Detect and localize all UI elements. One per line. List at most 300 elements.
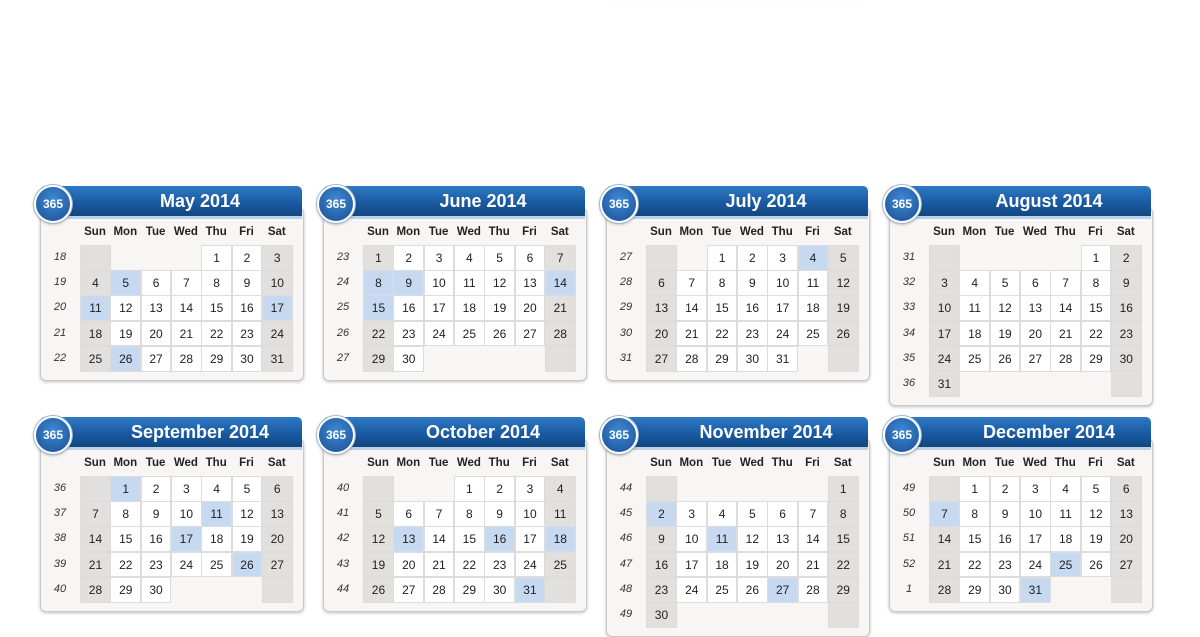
weekday-label: Thu [1054, 457, 1076, 469]
day-cell[interactable]: 6 [1111, 476, 1142, 502]
day-cell[interactable]: 7 [676, 270, 707, 296]
day-cell[interactable]: 19 [1081, 526, 1112, 552]
day-cell[interactable]: 2 [1111, 245, 1142, 271]
weekday-label: Fri [1088, 457, 1103, 469]
day-cell[interactable]: 20 [646, 321, 677, 347]
day-cell[interactable]: 27 [262, 552, 293, 578]
day-cell[interactable]: 28 [676, 346, 707, 372]
day-cell[interactable]: 1 [1081, 245, 1112, 271]
weekday-label: Fri [522, 457, 537, 469]
day-cell[interactable]: 11 [80, 295, 111, 321]
week-number: 19 [53, 276, 67, 289]
day-cell[interactable]: 29 [454, 577, 485, 603]
day-cell[interactable]: 11 [545, 501, 576, 527]
day-cell[interactable]: 18 [545, 526, 576, 552]
day-cell[interactable]: 23 [990, 552, 1021, 578]
week-number: 41 [336, 507, 350, 520]
weekday-label: Mon [113, 457, 138, 469]
day-cell[interactable]: 23 [141, 552, 172, 578]
day-cell[interactable]: 25 [545, 552, 576, 578]
day-cell[interactable]: 27 [1111, 552, 1142, 578]
weekday-label: Tue [428, 457, 449, 469]
day-cell[interactable]: 24 [424, 321, 455, 347]
weekday-label: Mon [396, 457, 421, 469]
day-cell[interactable]: 25 [201, 552, 232, 578]
day-cell[interactable]: 1 [707, 245, 738, 271]
day-cell[interactable]: 10 [515, 501, 546, 527]
day-cell[interactable]: 4 [798, 245, 829, 271]
day-cell[interactable]: 24 [676, 577, 707, 603]
day-cell[interactable]: 22 [1081, 321, 1112, 347]
day-cell[interactable]: 16 [232, 295, 263, 321]
day-cell[interactable]: 4 [80, 270, 111, 296]
day-cell[interactable]: 28 [171, 346, 202, 372]
day-cell[interactable]: 8 [707, 270, 738, 296]
day-cell[interactable]: 21 [676, 321, 707, 347]
day-cell[interactable]: 16 [646, 552, 677, 578]
day-cell[interactable]: 1 [828, 476, 859, 502]
day-cell[interactable]: 3 [767, 245, 798, 271]
day-cell[interactable]: 3 [1020, 476, 1051, 502]
day-cell[interactable]: 8 [201, 270, 232, 296]
day-cell[interactable]: 27 [1020, 346, 1051, 372]
day-cell[interactable]: 28 [80, 577, 111, 603]
day-cell[interactable]: 17 [929, 321, 960, 347]
month-header [889, 186, 1151, 219]
day-cell[interactable]: 21 [171, 321, 202, 347]
day-cell[interactable]: 17 [515, 526, 546, 552]
day-cell[interactable]: 9 [484, 501, 515, 527]
day-cell[interactable]: 7 [929, 501, 960, 527]
badge-365: 365 [317, 416, 355, 454]
day-cell[interactable]: 7 [424, 501, 455, 527]
day-cell[interactable]: 20 [515, 295, 546, 321]
week-number: 52 [902, 557, 916, 570]
day-cell[interactable]: 20 [1111, 526, 1142, 552]
day-cell[interactable]: 23 [393, 321, 424, 347]
day-cell[interactable]: 18 [201, 526, 232, 552]
day-cell[interactable]: 18 [454, 295, 485, 321]
week-number: 27 [336, 351, 350, 364]
day-cell[interactable]: 19 [990, 321, 1021, 347]
day-cell[interactable]: 29 [110, 577, 141, 603]
day-cell[interactable]: 31 [929, 371, 960, 397]
day-cell[interactable]: 26 [828, 321, 859, 347]
week-number: 27 [619, 251, 633, 263]
day-cell[interactable]: 23 [646, 577, 677, 603]
day-cell[interactable]: 16 [484, 526, 515, 552]
day-cell[interactable]: 7 [80, 501, 111, 527]
day-cell[interactable]: 3 [515, 476, 546, 502]
day-cell[interactable]: 21 [80, 552, 111, 578]
day-cell[interactable]: 2 [990, 476, 1021, 502]
day-cell[interactable]: 3 [171, 476, 202, 502]
day-cell[interactable]: 28 [424, 577, 455, 603]
badge-365: 365 [34, 185, 72, 223]
day-cell[interactable]: 1 [959, 476, 990, 502]
day-cell[interactable]: 29 [959, 577, 990, 603]
weekday-label: Wed [1022, 457, 1047, 469]
day-cell[interactable]: 7 [798, 501, 829, 527]
day-cell[interactable]: 6 [393, 501, 424, 527]
day-cell[interactable]: 4 [201, 476, 232, 502]
badge-365: 365 [883, 185, 921, 223]
day-cell[interactable]: 4 [959, 270, 990, 296]
day-cell[interactable]: 14 [424, 526, 455, 552]
day-cell[interactable]: 12 [484, 270, 515, 296]
badge-365: 365 [600, 185, 638, 223]
badge-365: 365 [34, 416, 72, 454]
weekday-label: Sun [650, 457, 672, 469]
day-cell[interactable]: 7 [1050, 270, 1081, 296]
day-cell[interactable]: 13 [393, 526, 424, 552]
day-cell[interactable]: 19 [828, 295, 859, 321]
day-cell[interactable]: 24 [262, 321, 293, 347]
day-cell[interactable]: 5 [484, 245, 515, 271]
day-cell[interactable]: 28 [798, 577, 829, 603]
day-cell[interactable]: 28 [1050, 346, 1081, 372]
day-cell[interactable]: 17 [424, 295, 455, 321]
day-cell[interactable]: 25 [707, 577, 738, 603]
day-cell[interactable]: 6 [1020, 270, 1051, 296]
day-cell[interactable]: 26 [110, 346, 141, 372]
day-cell[interactable]: 1 [110, 476, 141, 502]
week-number: 28 [619, 276, 633, 289]
day-cell[interactable]: 6 [515, 245, 546, 271]
day-cell[interactable]: 30 [393, 346, 424, 372]
day-cell[interactable]: 8 [110, 501, 141, 527]
day-cell[interactable]: 13 [515, 270, 546, 296]
day-cell[interactable]: 20 [767, 552, 798, 578]
day-cell[interactable]: 8 [828, 501, 859, 527]
day-cell[interactable]: 2 [141, 476, 172, 502]
day-cell[interactable]: 10 [676, 526, 707, 552]
day-cell[interactable]: 31 [515, 577, 546, 603]
day-cell[interactable]: 13 [141, 295, 172, 321]
day-cell[interactable]: 15 [201, 295, 232, 321]
day-cell[interactable]: 29 [201, 346, 232, 372]
day-cell[interactable]: 27 [767, 577, 798, 603]
day-cell[interactable]: 24 [1020, 552, 1051, 578]
day-cell[interactable]: 28 [929, 577, 960, 603]
day-cell[interactable]: 12 [990, 295, 1021, 321]
day-cell[interactable]: 25 [798, 321, 829, 347]
day-cell[interactable]: 12 [363, 526, 394, 552]
day-cell[interactable]: 14 [929, 526, 960, 552]
day-cell[interactable]: 10 [424, 270, 455, 296]
day-cell[interactable]: 12 [1081, 501, 1112, 527]
day-cell[interactable]: 16 [393, 295, 424, 321]
day-cell[interactable]: 12 [232, 501, 263, 527]
day-cell[interactable]: 24 [767, 321, 798, 347]
day-cell[interactable]: 6 [262, 476, 293, 502]
day-cell[interactable]: 20 [1020, 321, 1051, 347]
day-cell[interactable]: 4 [545, 476, 576, 502]
weekday-label: Sat [550, 457, 569, 469]
day-cell[interactable]: 10 [1020, 501, 1051, 527]
day-cell[interactable]: 13 [646, 295, 677, 321]
day-cell[interactable]: 22 [201, 321, 232, 347]
month-header [40, 417, 302, 450]
week-number: 25 [336, 301, 350, 314]
week-number: 36 [53, 482, 67, 494]
day-cell[interactable]: 12 [828, 270, 859, 296]
weekday-label: Thu [205, 226, 227, 238]
day-cell[interactable]: 18 [959, 321, 990, 347]
day-cell[interactable]: 22 [959, 552, 990, 578]
day-cell[interactable]: 16 [990, 526, 1021, 552]
day-cell[interactable]: 21 [929, 552, 960, 578]
day-cell[interactable]: 23 [484, 552, 515, 578]
day-cell[interactable]: 2 [393, 245, 424, 271]
day-cell[interactable]: 26 [737, 577, 768, 603]
day-cell[interactable]: 22 [454, 552, 485, 578]
day-cell[interactable]: 31 [262, 346, 293, 372]
day-cell[interactable]: 24 [515, 552, 546, 578]
day-cell[interactable]: 14 [676, 295, 707, 321]
day-cell[interactable]: 30 [1111, 346, 1142, 372]
day-cell[interactable]: 26 [363, 577, 394, 603]
day-cell[interactable]: 27 [646, 346, 677, 372]
day-cell[interactable]: 29 [707, 346, 738, 372]
day-cell[interactable]: 27 [393, 577, 424, 603]
day-cell[interactable]: 17 [676, 552, 707, 578]
day-cell[interactable]: 18 [80, 321, 111, 347]
day-cell[interactable]: 27 [515, 321, 546, 347]
day-cell[interactable]: 24 [171, 552, 202, 578]
day-cell[interactable]: 21 [798, 552, 829, 578]
day-cell[interactable]: 6 [767, 501, 798, 527]
day-cell[interactable]: 9 [393, 270, 424, 296]
empty-cell [545, 346, 576, 372]
weekday-label: Thu [488, 226, 510, 238]
day-cell[interactable]: 31 [1020, 577, 1051, 603]
day-cell[interactable]: 27 [141, 346, 172, 372]
week-number: 45 [619, 507, 633, 520]
day-cell[interactable]: 26 [232, 552, 263, 578]
day-cell[interactable]: 3 [676, 501, 707, 527]
day-cell[interactable]: 21 [424, 552, 455, 578]
day-cell[interactable]: 4 [707, 501, 738, 527]
day-cell[interactable]: 29 [828, 577, 859, 603]
month-header [606, 417, 868, 450]
day-cell[interactable]: 19 [363, 552, 394, 578]
day-cell[interactable]: 21 [545, 295, 576, 321]
day-cell[interactable]: 5 [232, 476, 263, 502]
day-cell[interactable]: 10 [767, 270, 798, 296]
day-cell[interactable]: 17 [171, 526, 202, 552]
day-cell[interactable]: 15 [363, 295, 394, 321]
day-cell[interactable]: 16 [737, 295, 768, 321]
day-cell[interactable]: 14 [80, 526, 111, 552]
month-title: December 2014 [982, 422, 1116, 442]
day-cell[interactable]: 23 [737, 321, 768, 347]
day-cell[interactable]: 2 [646, 501, 677, 527]
day-cell[interactable]: 23 [232, 321, 263, 347]
empty-cell [646, 245, 677, 271]
day-cell[interactable]: 5 [828, 245, 859, 271]
day-cell[interactable]: 13 [1111, 501, 1142, 527]
day-cell[interactable]: 11 [798, 270, 829, 296]
day-cell[interactable]: 15 [110, 526, 141, 552]
day-cell[interactable]: 14 [798, 526, 829, 552]
day-cell[interactable]: 30 [646, 602, 677, 628]
day-cell[interactable]: 13 [262, 501, 293, 527]
badge-365: 365 [600, 416, 638, 454]
day-cell[interactable]: 9 [737, 270, 768, 296]
day-cell[interactable]: 5 [110, 270, 141, 296]
day-cell[interactable]: 26 [990, 346, 1021, 372]
day-cell[interactable]: 28 [545, 321, 576, 347]
day-cell[interactable]: 26 [1081, 552, 1112, 578]
day-cell[interactable]: 17 [1020, 526, 1051, 552]
day-cell[interactable]: 17 [767, 295, 798, 321]
day-cell[interactable]: 20 [262, 526, 293, 552]
day-cell[interactable]: 31 [767, 346, 798, 372]
week-number: 48 [619, 582, 633, 595]
day-cell[interactable]: 9 [232, 270, 263, 296]
day-cell[interactable]: 25 [454, 321, 485, 347]
day-cell[interactable]: 30 [737, 346, 768, 372]
weekday-label: Tue [994, 457, 1015, 469]
weekday-label: Sun [367, 226, 389, 238]
day-cell[interactable]: 14 [1050, 295, 1081, 321]
day-cell[interactable]: 9 [1111, 270, 1142, 296]
day-cell[interactable]: 26 [484, 321, 515, 347]
day-cell[interactable]: 24 [929, 346, 960, 372]
weekday-label: Wed [173, 226, 198, 238]
day-cell[interactable]: 6 [141, 270, 172, 296]
day-cell[interactable]: 9 [141, 501, 172, 527]
day-cell[interactable]: 16 [1111, 295, 1142, 321]
day-cell[interactable]: 20 [393, 552, 424, 578]
day-cell[interactable]: 10 [929, 295, 960, 321]
day-cell[interactable]: 30 [990, 577, 1021, 603]
day-cell[interactable]: 2 [737, 245, 768, 271]
day-cell[interactable]: 9 [990, 501, 1021, 527]
weekday-label: Fri [239, 226, 254, 238]
day-cell[interactable]: 25 [1050, 552, 1081, 578]
day-cell[interactable]: 5 [990, 270, 1021, 296]
day-cell[interactable]: 18 [798, 295, 829, 321]
day-cell[interactable]: 5 [737, 501, 768, 527]
day-cell[interactable]: 8 [363, 270, 394, 296]
day-cell[interactable]: 15 [454, 526, 485, 552]
weekday-label: Mon [962, 226, 987, 238]
week-number: 34 [902, 326, 916, 339]
day-cell[interactable]: 15 [1081, 295, 1112, 321]
weekday-label: Wed [1022, 226, 1047, 238]
day-cell[interactable]: 8 [454, 501, 485, 527]
day-cell[interactable]: 14 [171, 295, 202, 321]
day-cell[interactable]: 18 [707, 552, 738, 578]
week-number: 40 [336, 482, 350, 494]
day-cell[interactable]: 15 [828, 526, 859, 552]
day-cell[interactable]: 14 [545, 270, 576, 296]
day-cell[interactable]: 16 [141, 526, 172, 552]
day-cell[interactable]: 19 [110, 321, 141, 347]
week-number: 30 [619, 326, 633, 339]
weekday-label: Sun [650, 226, 672, 238]
day-cell[interactable]: 11 [959, 295, 990, 321]
day-cell[interactable]: 19 [737, 552, 768, 578]
day-cell[interactable]: 30 [484, 577, 515, 603]
day-cell[interactable]: 30 [232, 346, 263, 372]
day-cell[interactable]: 29 [1081, 346, 1112, 372]
day-cell[interactable]: 18 [1050, 526, 1081, 552]
day-cell[interactable]: 1 [454, 476, 485, 502]
day-cell[interactable]: 4 [454, 245, 485, 271]
day-cell[interactable]: 30 [141, 577, 172, 603]
day-cell[interactable]: 1 [363, 245, 394, 271]
day-cell[interactable]: 4 [1050, 476, 1081, 502]
month-title: July 2014 [725, 191, 807, 211]
day-cell[interactable]: 21 [1050, 321, 1081, 347]
day-cell[interactable]: 9 [646, 526, 677, 552]
week-number: 33 [902, 301, 916, 314]
day-cell[interactable]: 11 [707, 526, 738, 552]
day-cell[interactable]: 3 [929, 270, 960, 296]
day-cell[interactable]: 10 [171, 501, 202, 527]
day-cell[interactable]: 5 [1081, 476, 1112, 502]
month-header [323, 186, 585, 219]
day-cell[interactable]: 19 [232, 526, 263, 552]
day-cell[interactable]: 2 [232, 245, 263, 271]
week-number: 18 [53, 251, 67, 263]
day-cell[interactable]: 22 [110, 552, 141, 578]
day-cell[interactable]: 25 [80, 346, 111, 372]
empty-cell [1111, 577, 1142, 603]
day-cell[interactable]: 25 [959, 346, 990, 372]
week-number: 46 [619, 532, 633, 545]
day-cell[interactable]: 1 [201, 245, 232, 271]
day-cell[interactable]: 13 [1020, 295, 1051, 321]
day-cell[interactable]: 29 [363, 346, 394, 372]
day-cell[interactable]: 20 [141, 321, 172, 347]
weekday-label: Tue [428, 226, 449, 238]
weekday-label: Tue [145, 226, 166, 238]
day-cell[interactable]: 11 [201, 501, 232, 527]
day-cell[interactable]: 11 [454, 270, 485, 296]
day-cell[interactable]: 12 [110, 295, 141, 321]
day-cell[interactable]: 10 [262, 270, 293, 296]
day-cell[interactable]: 7 [545, 245, 576, 271]
day-cell[interactable]: 12 [737, 526, 768, 552]
badge-365: 365 [883, 416, 921, 454]
day-cell[interactable]: 8 [1081, 270, 1112, 296]
day-cell[interactable]: 13 [767, 526, 798, 552]
weekday-label: Mon [962, 457, 987, 469]
day-cell[interactable]: 6 [646, 270, 677, 296]
day-cell[interactable]: 22 [828, 552, 859, 578]
day-cell[interactable]: 3 [424, 245, 455, 271]
week-number: 50 [902, 507, 916, 520]
day-cell[interactable]: 7 [171, 270, 202, 296]
day-cell[interactable]: 8 [959, 501, 990, 527]
day-cell[interactable]: 23 [1111, 321, 1142, 347]
day-cell[interactable]: 22 [363, 321, 394, 347]
weekday-label: Mon [679, 226, 704, 238]
day-cell[interactable]: 11 [1050, 501, 1081, 527]
day-cell[interactable]: 15 [959, 526, 990, 552]
day-cell[interactable]: 17 [262, 295, 293, 321]
day-cell[interactable]: 15 [707, 295, 738, 321]
day-cell[interactable]: 19 [484, 295, 515, 321]
day-cell[interactable]: 5 [363, 501, 394, 527]
day-cell[interactable]: 3 [262, 245, 293, 271]
day-cell[interactable]: 2 [484, 476, 515, 502]
day-cell[interactable]: 22 [707, 321, 738, 347]
